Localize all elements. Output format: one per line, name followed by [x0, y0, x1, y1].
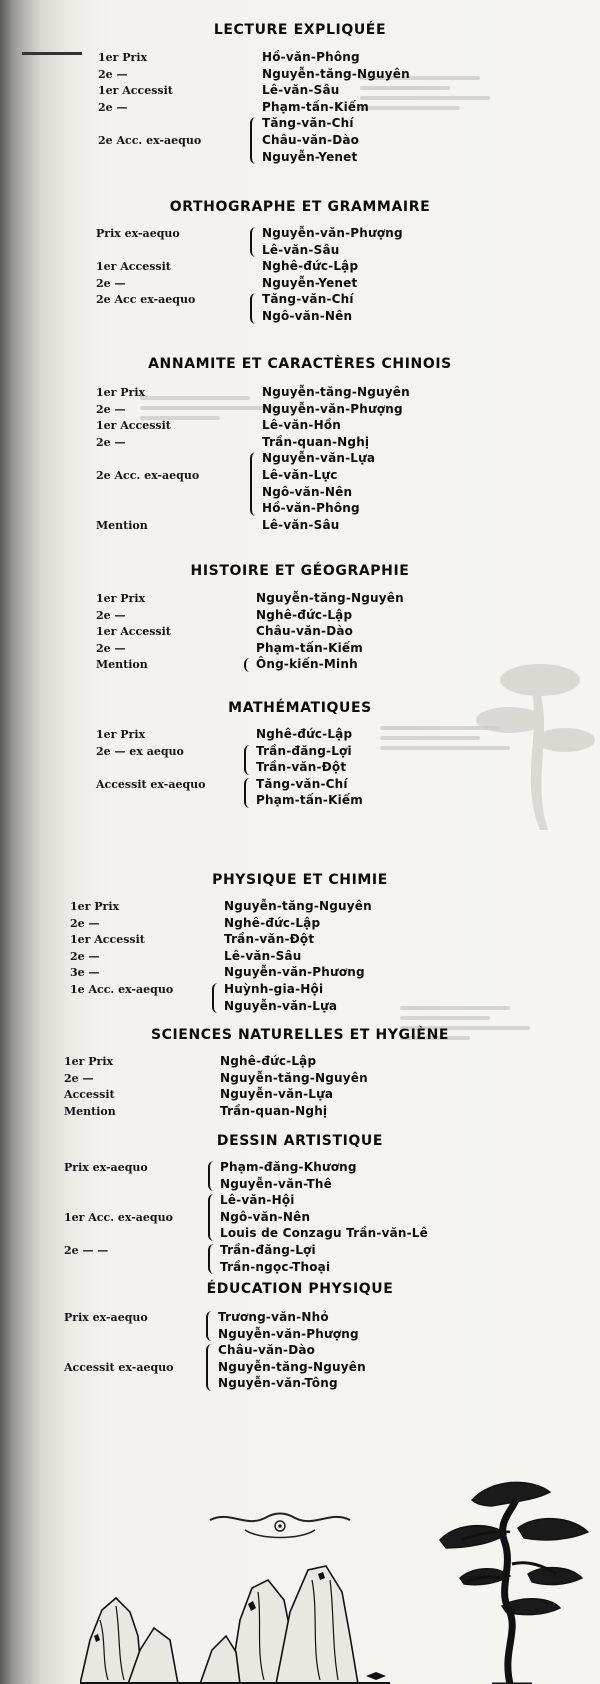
award-label: 2e —	[96, 276, 126, 290]
student-name: Trương-văn-Nhỏ	[218, 1310, 329, 1324]
student-name: Nghê-đức-Lập	[262, 259, 359, 274]
faded-tree-illustration	[470, 650, 600, 890]
student-name: Hồ-văn-Phông	[262, 501, 360, 516]
section-title: MATHÉMATIQUES	[228, 700, 372, 716]
student-name: Trần-văn-Đột	[224, 932, 315, 947]
award-label: 2e —	[70, 949, 100, 963]
student-name: Nghê-đức-Lập	[256, 727, 353, 741]
award-label: 2e —	[96, 641, 126, 655]
student-name: Lê-văn-Sâu	[224, 948, 302, 963]
grouping-brace	[206, 1311, 215, 1341]
student-name: Ngô-văn-Nên	[262, 309, 353, 323]
award-label: 1er Accessit	[96, 625, 171, 639]
award-label: 2e Acc. ex-aequo	[98, 134, 202, 147]
student-name: Nguyễn-văn-Lựa	[224, 998, 338, 1013]
student-name: Nguyễn-văn-Phương	[224, 965, 365, 980]
section-title: HISTOIRE ET GÉOGRAPHIE	[190, 563, 410, 579]
student-name: Ông-kiến-Minh	[256, 657, 358, 672]
student-name: Hồ-văn-Phông	[262, 50, 360, 64]
grouping-brace	[244, 745, 253, 775]
award-label: 1er Prix	[64, 1055, 114, 1068]
award-label: 2e —	[64, 1071, 94, 1085]
award-label: Prix ex-aequo	[96, 227, 180, 240]
section-title: LECTURE EXPLIQUÉE	[213, 22, 387, 38]
grouping-brace	[208, 1161, 217, 1191]
section-title: ÉDUCATION PHYSIQUE	[206, 1281, 394, 1297]
student-name: Louis de Conzagu Trần-văn-Lê	[220, 1226, 428, 1241]
award-label: Prix ex-aequo	[64, 1161, 148, 1174]
student-name: Lê-văn-Lực	[262, 468, 338, 482]
student-name: Châu-văn-Dào	[218, 1343, 316, 1358]
student-name: Lê-văn-Hồn	[262, 418, 342, 433]
award-label: 2e — ex aequo	[96, 744, 184, 758]
student-name: Trần-văn-Đột	[256, 760, 347, 775]
grouping-brace	[212, 983, 221, 1013]
student-name: Nguyễn-tăng-Nguyên	[218, 1359, 366, 1374]
student-name: Trần-quan-Nghị	[262, 434, 370, 449]
award-label: Accessit ex-aequo	[64, 1360, 174, 1374]
grouping-brace	[250, 227, 259, 257]
award-label: 2e —	[96, 402, 126, 416]
student-name: Nguyễn-tăng-Nguyên	[262, 385, 410, 399]
grouping-brace	[250, 452, 259, 515]
section-title: PHYSIQUE ET CHIMIE	[212, 872, 388, 888]
student-name: Phạm-tấn-Kiếm	[262, 99, 369, 114]
student-name: Nguyễn-tăng-Nguyên	[220, 1070, 368, 1085]
award-label: Accessit ex-aequo	[96, 777, 206, 791]
award-label: Prix ex-aequo	[64, 1311, 148, 1324]
scan-edge-line	[22, 52, 82, 55]
student-name: Tăng-văn-Chí	[262, 292, 354, 307]
student-name: Trần-quan-Nghị	[220, 1103, 328, 1118]
award-label: 1er Prix	[70, 900, 120, 913]
grouping-brace	[244, 778, 253, 808]
student-name: Lê-văn-Sâu	[262, 517, 340, 532]
award-label: 1er Prix	[96, 728, 146, 741]
award-label: 1er Accessit	[96, 419, 171, 433]
award-label: 2e Acc ex-aequo	[96, 293, 196, 307]
grouping-brace	[208, 1244, 217, 1274]
bonsai-tree-illustration	[432, 1470, 600, 1684]
student-name: Phạm-tấn-Kiếm	[256, 640, 363, 655]
student-name: Huỳnh-gia-Hội	[224, 982, 324, 996]
award-label: 2e — —	[64, 1244, 109, 1257]
section-title: DESSIN ARTISTIQUE	[216, 1133, 384, 1149]
grouping-brace	[208, 1194, 217, 1241]
award-label: 1er Prix	[96, 386, 146, 399]
student-name: Nguyễn-Yenet	[262, 149, 358, 164]
section-title: SCIENCES NATURELLES ET HYGIÈNE	[150, 1027, 450, 1043]
student-name: Nguyễn-văn-Thê	[220, 1176, 333, 1191]
award-label: 2e —	[96, 608, 126, 622]
award-label: 2e —	[98, 100, 128, 114]
award-label: Mention	[96, 658, 148, 672]
student-name: Nguyễn-văn-Phượng	[262, 401, 403, 416]
student-name: Phạm-đăng-Khương	[220, 1160, 357, 1174]
student-name: Ngô-văn-Nên	[220, 1209, 311, 1224]
student-name: Nguyễn-Yenet	[262, 275, 358, 290]
grouping-brace	[250, 293, 259, 323]
student-name: Nguyễn-tăng-Nguyên	[262, 66, 410, 81]
student-name: Nghê-đức-Lập	[220, 1054, 317, 1068]
student-name: Nguyễn-văn-Phượng	[262, 226, 403, 240]
award-label: 1er Prix	[98, 51, 148, 64]
award-label: 1er Accessit	[70, 933, 145, 947]
student-name: Nguyễn-văn-Tông	[218, 1376, 338, 1391]
student-name: Nguyễn-văn-Lựa	[262, 451, 376, 466]
student-name: Trần-đăng-Lợi	[220, 1243, 316, 1257]
student-name: Lê-văn-Hội	[220, 1193, 295, 1208]
award-label: Mention	[96, 518, 148, 532]
student-name: Tăng-văn-Chí	[256, 776, 348, 791]
award-label: 2e —	[98, 67, 128, 81]
grouping-brace	[244, 658, 253, 672]
landscape-rocks-illustration	[80, 1540, 390, 1684]
award-label: Accessit	[64, 1088, 115, 1102]
award-label: 1e Acc. ex-aequo	[70, 983, 174, 996]
student-name: Châu-văn-Dào	[262, 133, 360, 147]
award-label: Mention	[64, 1104, 116, 1118]
student-name: Ngô-văn-Nên	[262, 484, 353, 499]
grouping-brace	[250, 117, 259, 164]
section-title: ANNAMITE ET CARACTÈRES CHINOIS	[148, 356, 452, 372]
award-label: 1er Accessit	[96, 260, 171, 274]
student-name: Lê-văn-Sâu	[262, 83, 340, 98]
award-label: 2e —	[70, 916, 100, 930]
grouping-brace	[206, 1344, 215, 1391]
student-name: Lê-văn-Sâu	[262, 242, 340, 257]
award-label: 3e —	[70, 966, 100, 980]
section-title: ORTHOGRAPHE ET GRAMMAIRE	[169, 199, 431, 215]
ornament-flourish	[205, 1508, 355, 1542]
student-name: Tăng-văn-Chí	[262, 116, 354, 131]
student-name: Nguyễn-văn-Phượng	[218, 1326, 359, 1341]
student-name: Châu-văn-Dào	[256, 624, 354, 639]
award-label: 2e Acc. ex-aequo	[96, 469, 200, 482]
student-name: Nghê-đức-Lập	[224, 915, 321, 930]
award-label: 1er Accessit	[98, 84, 173, 98]
student-name: Nguyễn-tăng-Nguyên	[256, 591, 404, 605]
student-name: Trần-đăng-Lợi	[256, 743, 352, 758]
award-label: 2e —	[96, 435, 126, 449]
student-name: Trần-ngọc-Thoại	[220, 1259, 331, 1274]
student-name: Phạm-tấn-Kiếm	[256, 793, 363, 808]
award-label: 1er Acc. ex-aequo	[64, 1210, 173, 1224]
student-name: Nghê-đức-Lập	[256, 607, 353, 622]
award-label: 1er Prix	[96, 592, 146, 605]
student-name: Nguyễn-tăng-Nguyên	[224, 899, 372, 913]
student-name: Nguyễn-văn-Lựa	[220, 1087, 334, 1102]
